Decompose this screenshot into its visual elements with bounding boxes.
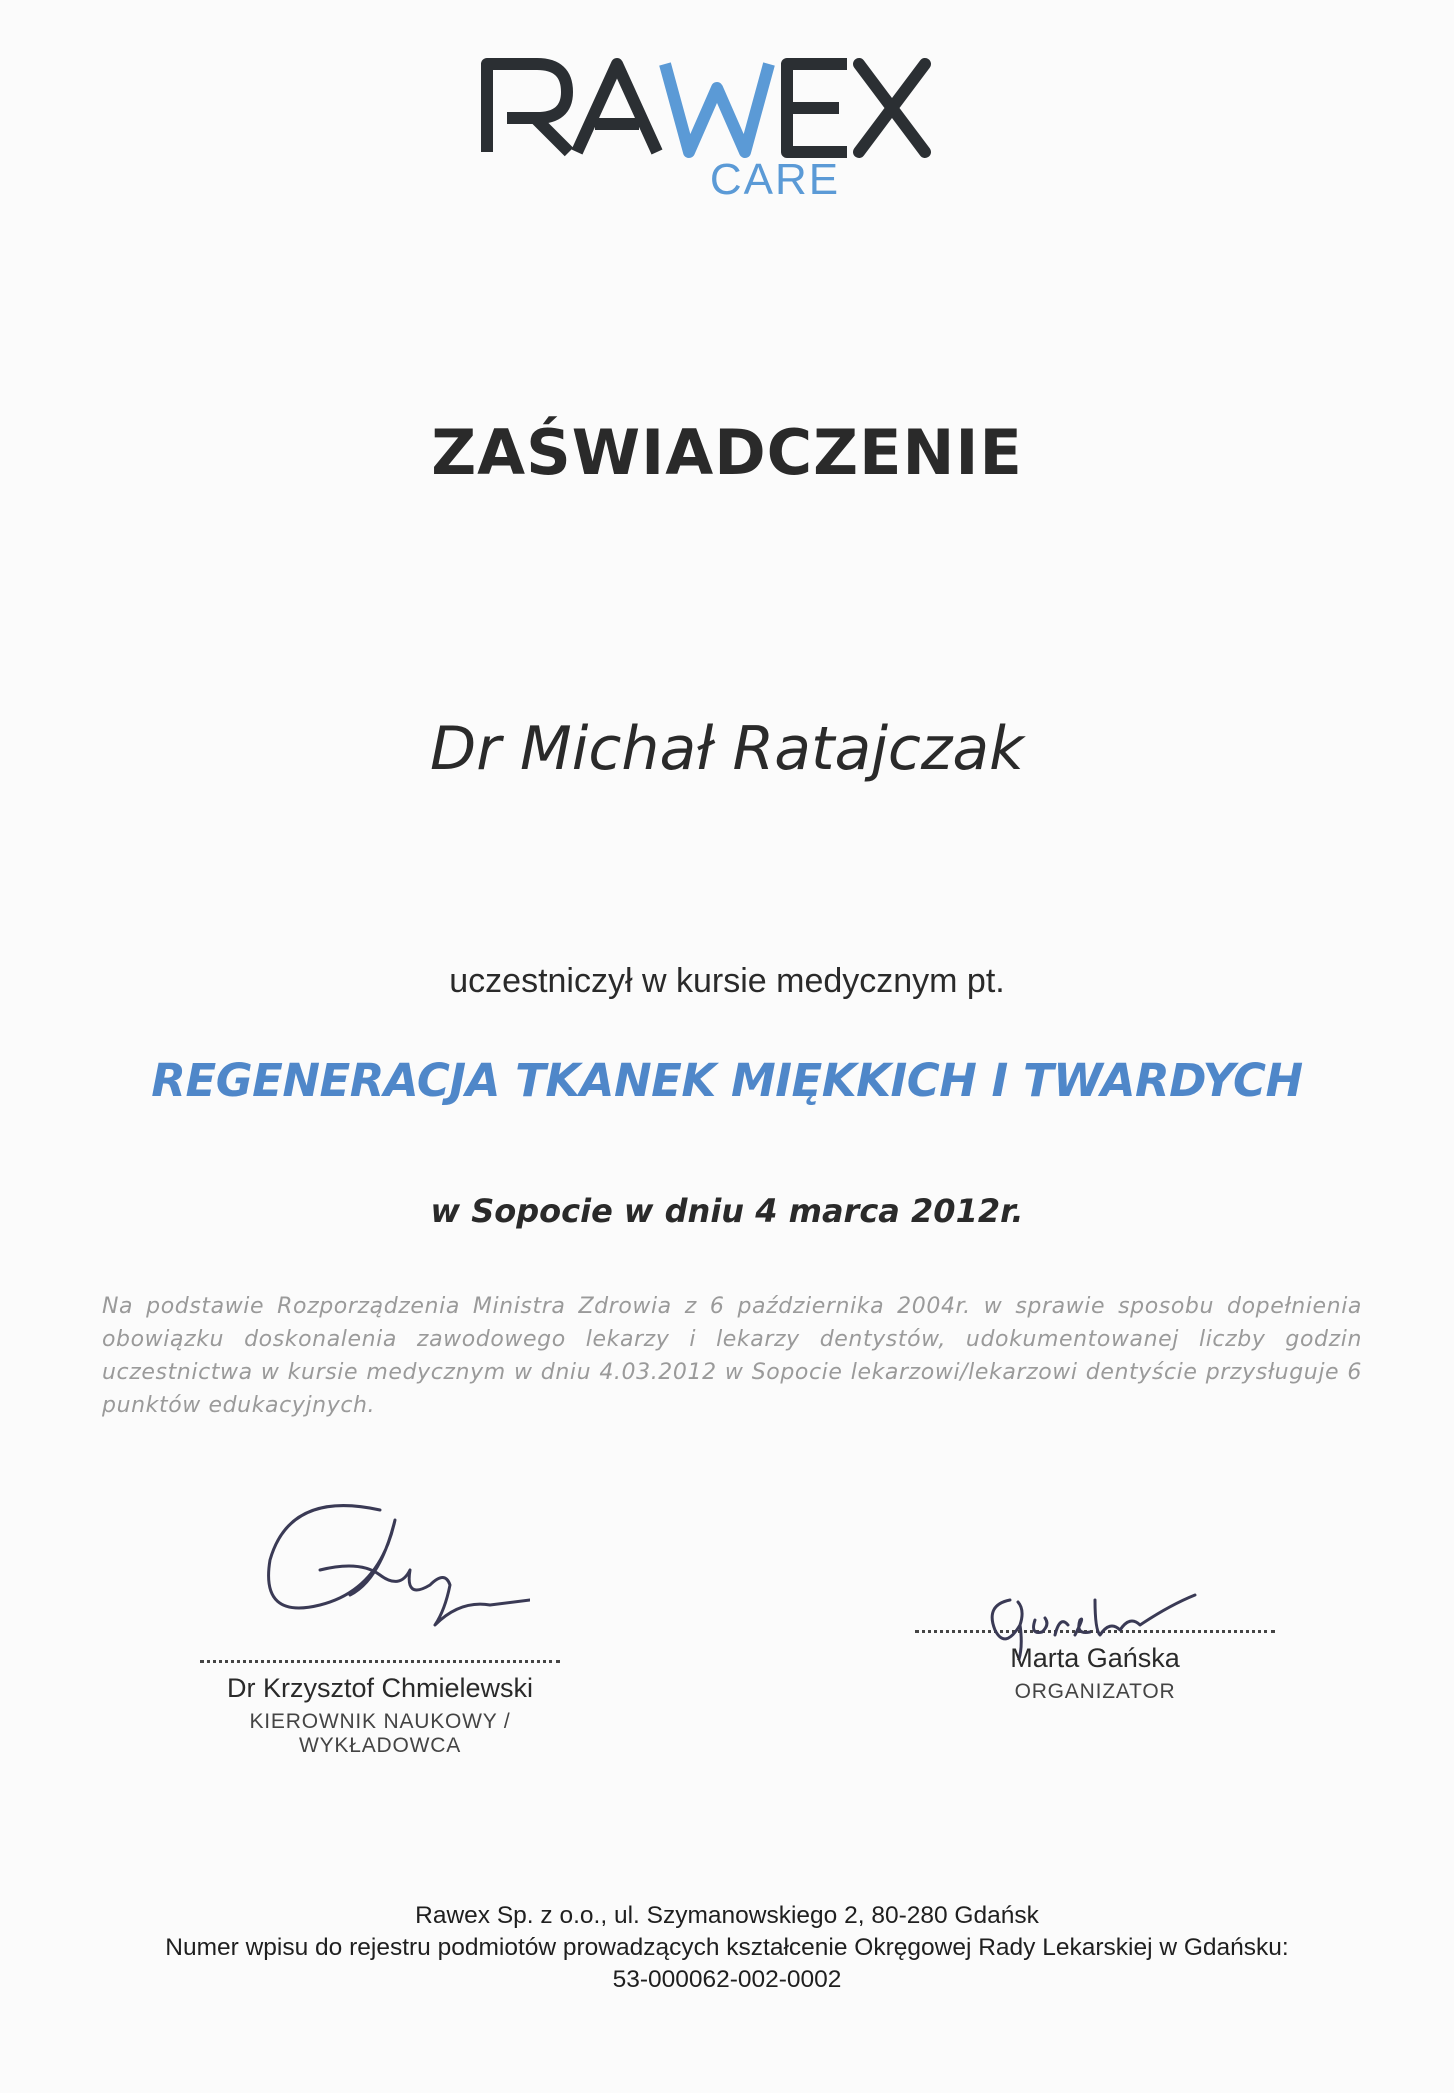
course-title: REGENERACJA TKANEK MIĘKKICH I TWARDYCH (151, 1054, 1303, 1107)
footer (0, 1900, 1454, 1996)
legal-notice: Na podstawie Rozporządzenia Ministra Zdrowia z 6 października 2004r. w sprawie sposobu dopełnienia obowiązku doskonalenia zawodowego lekarzy i lekarzy dentystów, udokumentowanej liczby godzin uczestnictwa w kursie medycznym w dniu 4.03.2012 w Sopocie lekarzowi/lekarzowi dentyście przysługuje 6 punktów edukacyjnych. (102, 1294, 1362, 1418)
signature-line (200, 1660, 560, 1663)
registry-number: 53-000062-002-0002 (612, 1966, 842, 1993)
participation-text: uczestniczył w kursie medycznym pt. (449, 962, 1005, 1000)
signatory-name: Dr Krzysztof Chmielewski (226, 1673, 534, 1703)
handwritten-signature-chmielewski (230, 1490, 530, 1660)
signatory-name: Marta Gańska (1010, 1643, 1180, 1673)
rawex-care-logo (0, 48, 1454, 208)
signature-line (915, 1630, 1275, 1633)
registry-text: Numer wpisu do rejestru podmiotów prowadzących kształcenie Okręgowej Rady Lekarskiej w Gdańsku: (165, 1934, 1289, 1961)
signatory-role: KIEROWNIK NAUKOWY / WYKŁADOWCA (249, 1710, 511, 1757)
place-date: w Sopocie w dniu 4 marca 2012r. (430, 1192, 1024, 1230)
signature-block-scientific-director (170, 1490, 590, 1758)
company-address: Rawex Sp. z o.o., ul. Szymanowskiego 2, 80-280 Gdańsk (415, 1902, 1039, 1929)
recipient-name: Dr Michał Ratajczak (430, 714, 1024, 784)
certificate-title: ZAŚWIADCZENIE (431, 416, 1023, 489)
rawex-care-logo-mark (477, 48, 977, 198)
signature-block-organizer (885, 1580, 1305, 1704)
signatory-role: ORGANIZATOR (1014, 1680, 1176, 1703)
svg-text:CARE: CARE (709, 155, 841, 198)
